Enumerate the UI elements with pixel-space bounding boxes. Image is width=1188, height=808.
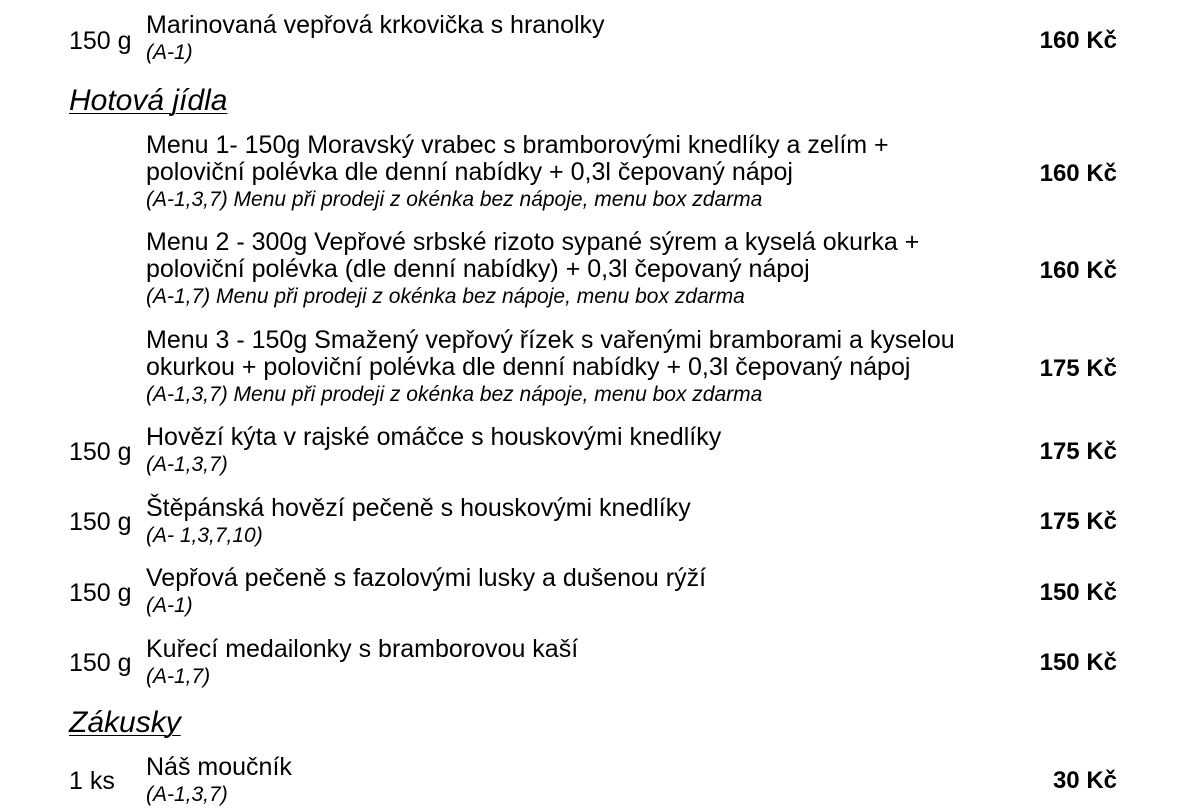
item-price: 160 Kč — [1039, 160, 1117, 187]
item-description — [146, 424, 1026, 478]
section-title-hotova-jidla: Hotová jídla — [69, 84, 228, 117]
item-name: Štěpánská hovězí pečeně s houskovými knedlíky — [146, 494, 691, 522]
item-description — [146, 565, 1026, 619]
item-quantity: 150 g — [69, 649, 132, 677]
menu-item — [0, 424, 1188, 484]
item-price: 150 Kč — [1039, 579, 1117, 606]
item-allergens: (A-1) — [146, 41, 193, 64]
menu-item — [0, 753, 1188, 806]
item-quantity: 150 g — [69, 438, 132, 466]
item-description — [146, 495, 1026, 549]
item-name-line: Menu 3 - 150g Smažený vepřový řízek s vařenými bramborami a kyselou — [146, 326, 955, 354]
item-name: Vepřová pečeně s fazolovými lusky a dušenou rýží — [146, 564, 707, 592]
item-description — [146, 132, 1026, 213]
menu-item — [0, 327, 1188, 413]
item-allergens: (A-1,3,7) Menu při prodeji z okénka bez nápoje, menu box zdarma — [146, 188, 763, 211]
item-description — [146, 327, 1026, 408]
item-quantity: 150 g — [69, 579, 132, 607]
item-description — [146, 754, 1026, 808]
item-description — [146, 636, 1026, 690]
item-allergens: (A-1,3,7) — [146, 783, 228, 806]
menu-item — [0, 495, 1188, 555]
item-price: 175 Kč — [1039, 438, 1117, 465]
section-title-zakusky: Zákusky — [69, 706, 181, 739]
item-price: 160 Kč — [1039, 257, 1117, 284]
item-quantity: 150 g — [69, 27, 132, 55]
item-description — [146, 12, 1026, 66]
menu-item — [0, 636, 1188, 696]
item-price: 175 Kč — [1039, 508, 1117, 535]
item-price: 30 Kč — [1052, 767, 1117, 794]
menu-item — [0, 229, 1188, 315]
item-allergens: (A-1) — [146, 594, 193, 617]
menu-item — [0, 12, 1188, 72]
item-price: 150 Kč — [1039, 649, 1117, 676]
item-name: Marinovaná vepřová krkovička s hranolky — [146, 11, 605, 39]
item-allergens: (A-1,7) — [146, 665, 211, 688]
menu-item — [0, 132, 1188, 218]
item-name-line: poloviční polévka (dle denní nabídky) + 0,3l čepovaný nápoj — [146, 255, 810, 283]
item-allergens: (A-1,3,7) Menu při prodeji z okénka bez nápoje, menu box zdarma — [146, 383, 763, 406]
item-name-line: poloviční polévka dle denní nabídky + 0,3l čepovaný nápoj — [146, 158, 793, 186]
item-quantity: 1 ks — [69, 767, 115, 795]
item-name-line: okurkou + poloviční polévka dle denní nabídky + 0,3l čepovaný nápoj — [146, 353, 911, 381]
item-allergens: (A-1,7) Menu při prodeji z okénka bez nápoje, menu box zdarma — [146, 285, 745, 308]
item-allergens: (A- 1,3,7,10) — [146, 524, 263, 547]
item-name: Hovězí kýta v rajské omáčce s houskovými knedlíky — [146, 423, 722, 451]
item-allergens: (A-1,3,7) — [146, 453, 228, 476]
item-name: Náš moučník — [146, 753, 292, 781]
item-description — [146, 229, 1026, 310]
item-name: Kuřecí medailonky s bramborovou kaší — [146, 635, 579, 663]
item-quantity: 150 g — [69, 508, 132, 536]
item-price: 175 Kč — [1039, 355, 1117, 382]
item-name-line: Menu 2 - 300g Vepřové srbské rizoto sypané sýrem a kyselá okurka + — [146, 228, 920, 256]
menu-item — [0, 565, 1188, 625]
item-price: 160 Kč — [1039, 27, 1117, 54]
item-name-line: Menu 1- 150g Moravský vrabec s bramborovými knedlíky a zelím + — [146, 131, 889, 159]
